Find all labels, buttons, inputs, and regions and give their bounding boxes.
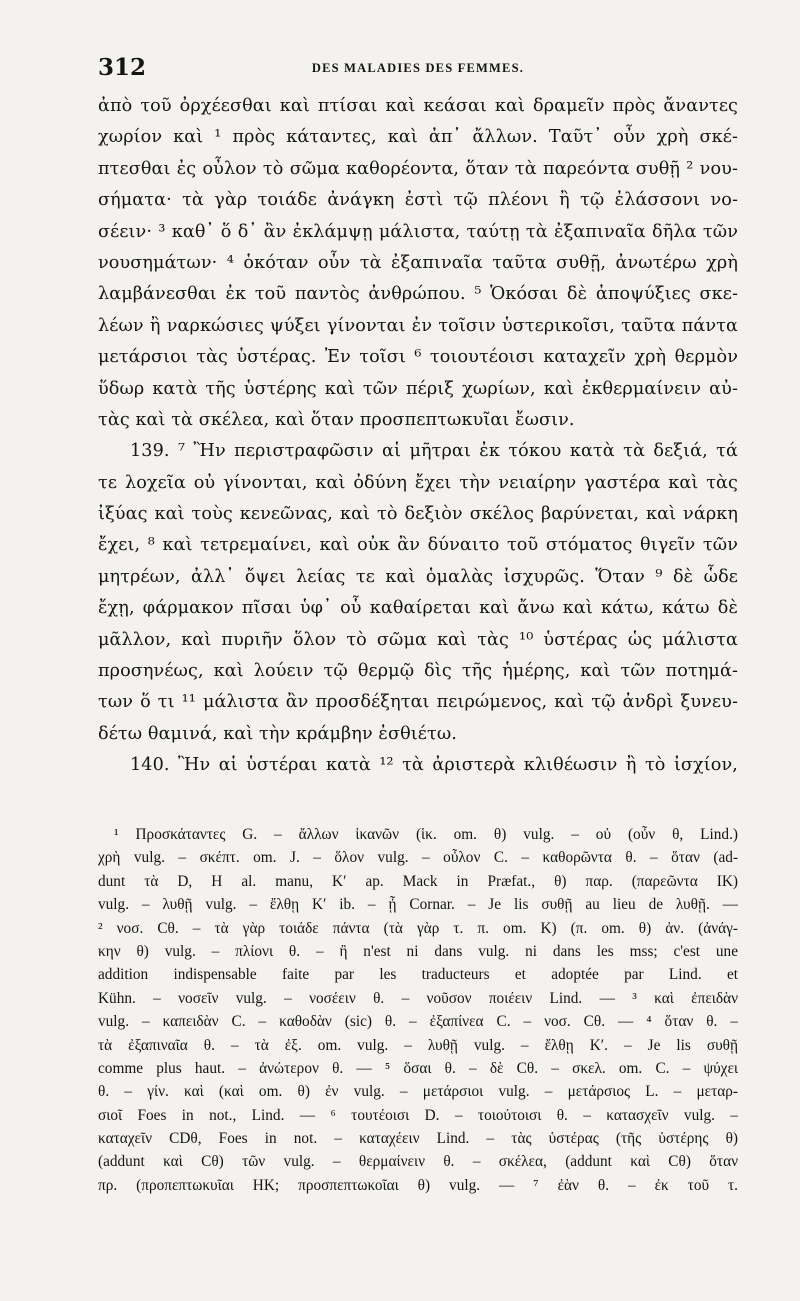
- main-text: [98, 91, 738, 782]
- text-line: ἔχῃ, φάρμακον πῖσαι ὑφ᾽ οὗ καθαίρεται καὶ ἄνω καὶ κάτω, κάτω δὲ: [98, 598, 738, 619]
- footnote-line: θ. – γίν. καὶ (καὶ om. θ) ἐν vulg. – μετάρσιοι vulg. – μετάρσιος L. – μεταρ-: [98, 1083, 738, 1101]
- footnote-line: πρ. (προπεπτωκυῖαι HK; προσπεπτωκοῖαι θ) vulg. — ⁷ ἐὰν θ. – ἐκ τοῦ τ.: [98, 1176, 738, 1194]
- running-head: DES MALADIES DES FEMMES.: [311, 61, 525, 75]
- text-line: χωρίον καὶ ¹ πρὸς κάταντες, καὶ ἀπ᾽ ἄλλων. Ταῦτ᾽ οὖν χρὴ σκέ-: [98, 127, 738, 148]
- footnote-line: (addunt καὶ Cθ) τῶν vulg. – θερμαίνειν θ. – σκέλεα, (addunt καὶ Cθ) ὅταν: [98, 1153, 738, 1171]
- text-line: δέτω θαμινά, καὶ τὴν κράμβην ἐσθιέτω.: [98, 723, 457, 744]
- text-line: νουσημάτων· ⁴ ὁκόταν οὖν τὰ ἐξαπιναῖα ταῦτα συθῇ, ἀνωτέρω χρὴ: [98, 252, 738, 273]
- text-line: πτεσθαι ἐς οὖλον τὸ σῶμα καθορέοντα, ὅταν τὰ παρεόντα συθῇ ² νου-: [98, 158, 738, 179]
- footnote-line: ² νοσ. Cθ. – τὰ γὰρ τοιάδε πάντα (τὰ γὰρ τ. π. om. K) (π. om. θ) ἀν. (ἀνάγ-: [98, 919, 738, 937]
- text-line: σήματα· τὰ γὰρ τοιάδε ἀνάγκη ἐστὶ τῷ πλέονι ἢ τῷ ἐλάσσονι νο-: [98, 190, 738, 211]
- text-line: μετάρσιοι τὰς ὑστέρας. Ἐν τοῖσι ⁶ τοιουτέοισι καταχεῖν χρὴ θερμὸν: [98, 347, 738, 368]
- text-line: προσηνέως, καὶ λούειν τῷ θερμῷ δὶς τῆς ἡμέρης, καὶ τῶν ποτημά-: [98, 661, 738, 682]
- text-line: μᾶλλον, καὶ πυριῆν ὅλον τὸ σῶμα καὶ τὰς ¹⁰ ὑστέρας ὡς μάλιστα: [98, 629, 738, 650]
- page-number: 312: [98, 54, 147, 81]
- section-139-heading-line: 139. ⁷ Ἢν περιστραφῶσιν αἱ μῆτραι ἐκ τόκου κατὰ τὰ δεξιά, τά: [130, 441, 738, 462]
- footnote-line: καταχεῖν CDθ, Foes in not. – καταχέειν Lind. – τὰς ὑστέρας (τῆς ὑστέρης θ): [98, 1130, 738, 1148]
- section-140-heading-line: 140. Ἢν αἱ ὑστέραι κατὰ ¹² τὰ ἀριστερὰ κλιθέωσιν ἢ τὸ ἰσχίον,: [130, 755, 738, 776]
- footnote-line: dunt τὰ D, H al. manu, K′ ap. Mack in Præfat., θ) παρ. (παρεῶντα IK): [98, 872, 738, 890]
- footnote-line: κην θ) vulg. – πλίονι θ. – ἢ n'est ni dans vulg. ni dans les mss; c'est une: [98, 942, 738, 960]
- text-line: ἀπὸ τοῦ ὀρχέεσθαι καὶ πτίσαι καὶ κεάσαι καὶ δραμεῖν πρὸς ἄναντες: [98, 96, 738, 116]
- text-line: των ὅ τι ¹¹ μάλιστα ἂν προσδέξηται πειρώμενος, καὶ τῷ ἀνδρὶ ξυνευ-: [98, 692, 738, 713]
- footnote-line: addition indispensable faite par les traducteurs et adoptée par Lind. et: [98, 966, 738, 984]
- text-line: μητρέων, ἀλλ᾽ ὄψει λείας τε καὶ ὁμαλὰς ἰσχυρῶς. Ὅταν ⁹ δὲ ὧδε: [98, 566, 738, 587]
- text-line: ἔχει, ⁸ καὶ τετρεμαίνει, καὶ οὐκ ἂν δύναιτο τοῦ στόματος θιγεῖν τῶν: [98, 535, 738, 556]
- footnote-line: vulg. – λυθῇ vulg. – ἔλθῃ K′ ib. – ᾖ Cornar. – Je lis συθῇ au lieu de λυθῇ. —: [98, 896, 738, 914]
- page-header: [98, 54, 738, 84]
- text-line: σέειν· ³ καθ᾽ ὅ δ᾽ ἂν ἐκλάμψῃ μάλιστα, ταύτῃ τὰ ἐξαπιναῖα δῆλα τῶν: [98, 221, 738, 242]
- footnote-line: χρὴ vulg. – σκέπτ. om. J. – ὅλον vulg. – οὖλον C. – καθορῶντα θ. – ὅταν (ad-: [98, 849, 738, 867]
- footnote-line: ¹ Προσκάταντες G. – ἄλλων ἱκανῶν (ἱκ. om. θ) vulg. – οὐ (οὖν θ, Lind.): [114, 826, 738, 843]
- text-line: τὰς καὶ τὰ σκέλεα, καὶ ὅταν προσπεπτωκυῖαι ἔωσιν.: [98, 409, 575, 430]
- footnote-line: τὰ ἐξαπιναῖα θ. – τὰ ἐξ. om. vulg. – λυθῇ vulg. – ἔλθῃ K′. – Je lis συθῇ: [98, 1036, 738, 1054]
- text-line: ἰξύας καὶ τοὺς κενεῶνας, καὶ τὸ δεξιὸν σκέλος βαρύνεται, καὶ νάρκη: [98, 504, 738, 525]
- text-line: ὕδωρ κατὰ τῆς ὑστέρης καὶ τῶν πέριξ χωρίων, καὶ ἐκθερμαίνειν αὐ-: [98, 378, 738, 399]
- footnote-line: Kühn. – νοσεῖν vulg. – νοσέειν θ. – νοῦσον ποιέειν Lind. — ³ καὶ ἐπειδὰν: [98, 989, 738, 1007]
- footnotes: [98, 823, 738, 1197]
- footnote-line: vulg. – καπειδὰν C. – καθοδὰν (sic) θ. – ἐξαπίνεα C. – νοσ. Cθ. — ⁴ ὅταν θ. –: [98, 1013, 738, 1031]
- text-line: τε λοχεῖα οὐ γίνονται, καὶ ὀδύνη ἔχει τὴν νειαίρην γαστέρα καὶ τὰς: [98, 472, 738, 493]
- text-line: λαμβάνεσθαι ἐκ τοῦ παντὸς ἀνθρώπου. ⁵ Ὁκόσαι δὲ ἀποψύξιες σκε-: [98, 284, 738, 305]
- footnote-line: σιοῖ Foes in not., Lind. — ⁶ τουτέοισι D. – τοιούτοισι θ. – κατασχεῖν vulg. –: [98, 1106, 738, 1124]
- footnote-line: comme plus haut. – ἀνώτερον θ. — ⁵ ὅσαι θ. – δὲ Cθ. – σκελ. om. C. – ψύχει: [98, 1059, 738, 1077]
- text-line: λέων ἢ ναρκώσιες ψύξει γίνονται ἐν τοῖσιν ὑστερικοῖσι, ταῦτα πάντα: [98, 315, 738, 336]
